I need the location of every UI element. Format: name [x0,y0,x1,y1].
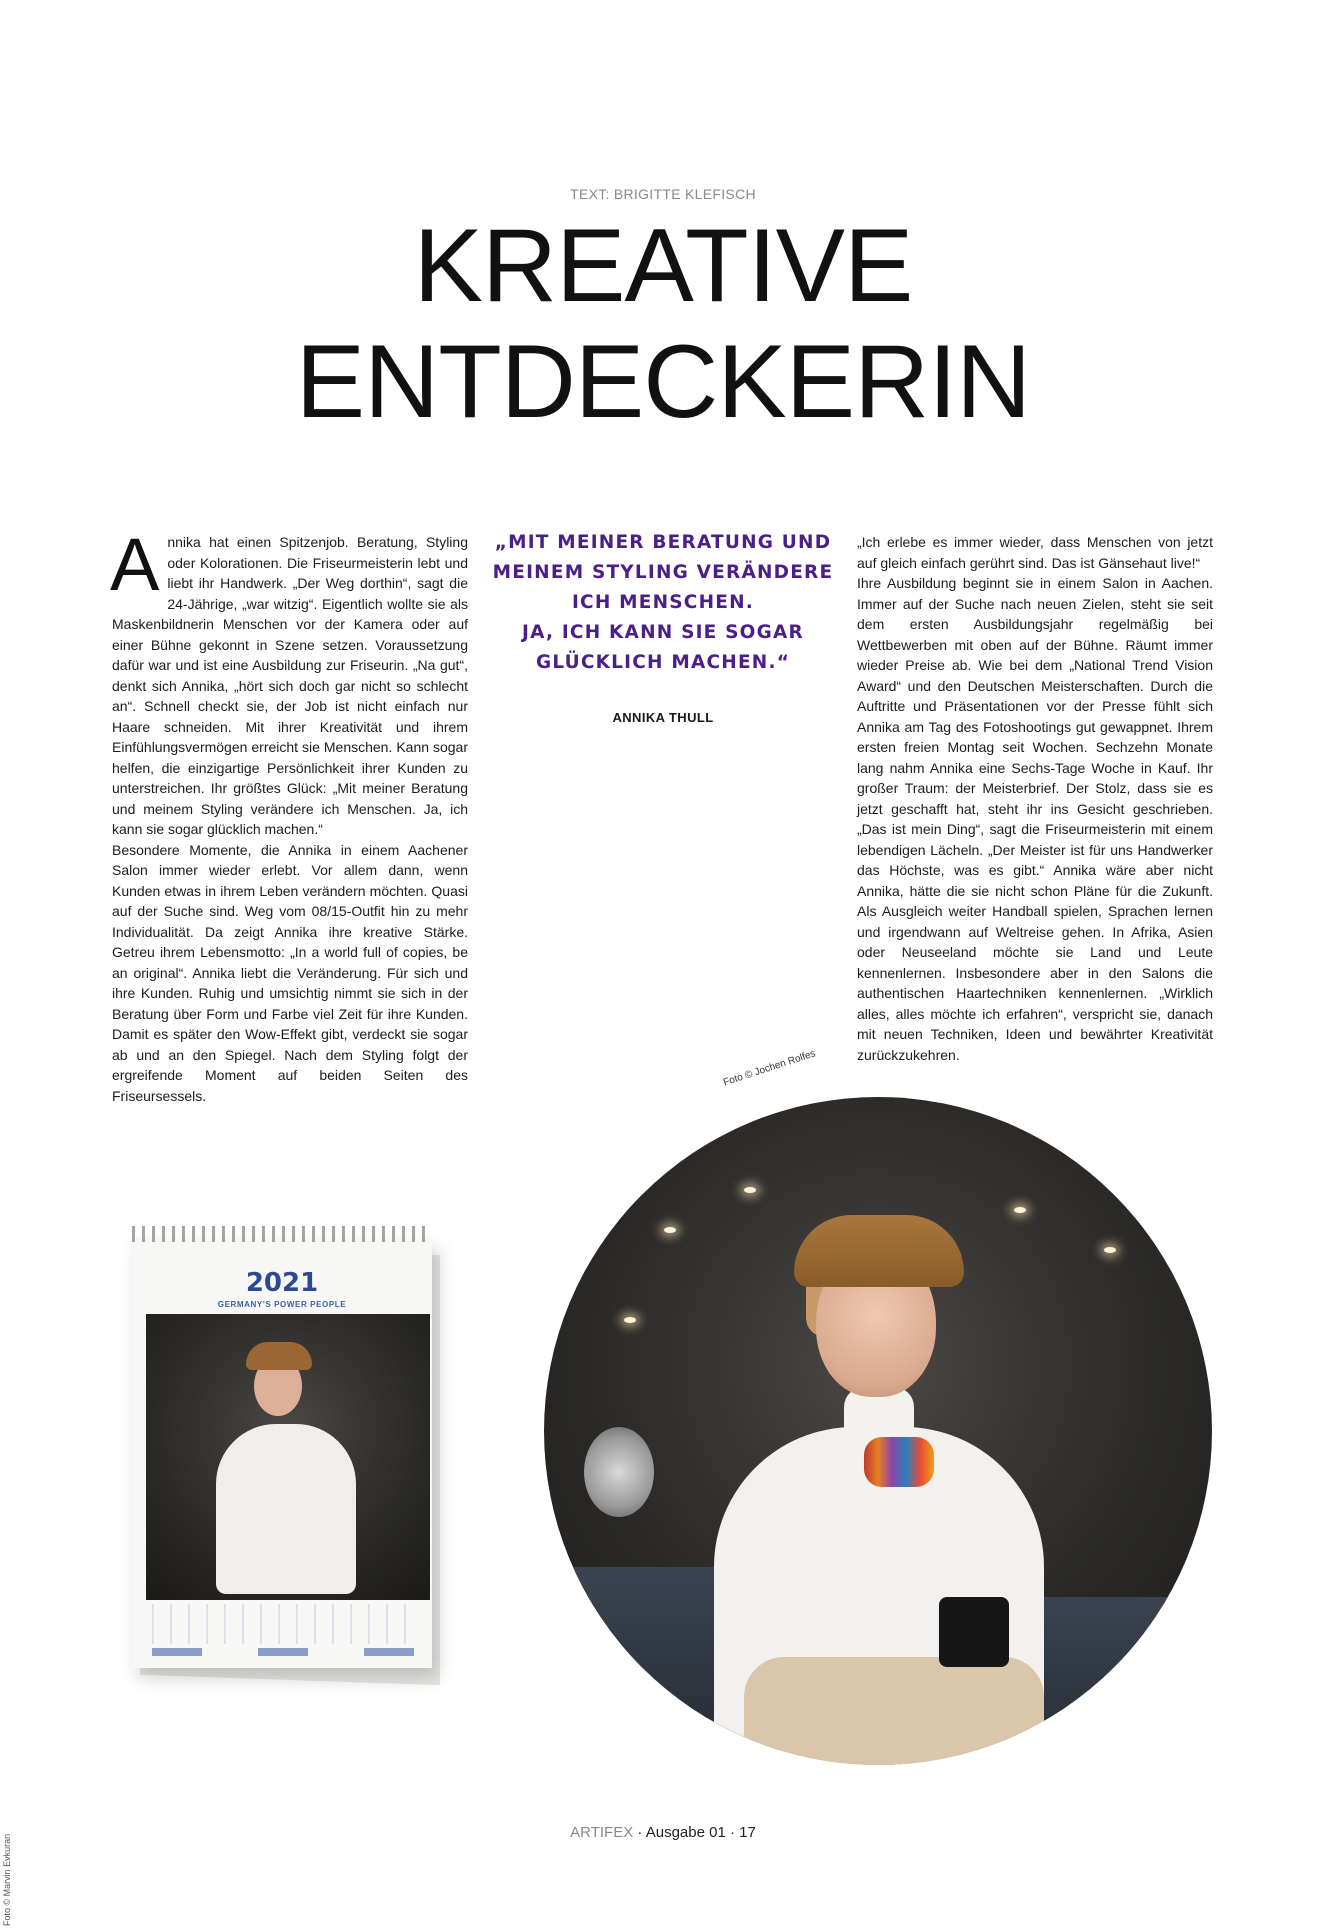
ceiling-light [1014,1207,1026,1213]
dropcap: A [110,523,160,606]
calendar-photo [146,1314,430,1600]
quote-line: MEINEM STYLING VERÄNDERE [492,562,834,583]
ceiling-light [744,1187,756,1193]
ceiling-light [1104,1247,1116,1253]
person-cap [794,1215,964,1287]
page-footer [0,1824,1326,1841]
calendar-person [216,1424,356,1594]
calendar-image [132,1238,432,1668]
portrait-photo [544,1097,1212,1765]
calendar-rings [132,1226,432,1242]
paragraph: „Ich erlebe es immer wieder, dass Menschen von jetzt auf gleich einfach gerührt sind. Das ist Gänsehaut live!“ [857,534,1213,571]
headline [0,208,1326,440]
quote-author: ANNIKA THULL [612,710,714,725]
issue: Ausgabe 01 [645,1824,726,1841]
ceiling-light [624,1317,636,1323]
publication-name: ARTIFEX [570,1824,634,1841]
paragraph: Besondere Momente, die Annika in einem Aachener Salon immer wieder erlebt. Vor allem dann, wenn Kunden etwas in ihrem Leben verändern möchten. Quasi auf der Suche sind. Weg vom 08/15-Outfit hin zu mehr Individualität. Da zeigt Annika ihre kreative Stärke. Getreu ihrem Lebensmotto: „In a world full of copies, be an original“. Annika liebt die Veränderung. Für sich und ihre Kunden. Ruhig und umsichtig nimmt sie sich in der Beratung über Form und Farbe viel Zeit für ihre Kunden. Damit es später den Wow-Effekt gibt, verdeckt sie sogar ab und an den Spiegel. Nach dem Styling folgt der ergreifende Moment auf beiden Seiten des Friseursessels. [112,841,468,1104]
paragraph: Ihre Ausbildung beginnt sie in einem Salon in Aachen. Immer auf der Suche nach neuen Zielen, steht sie seit dem ersten Ausbildungsjahr regelmäßig bei Wettbewerben mit oben auf der Bühne. Räumt immer wieder Preise ab. Wie bei dem „National Trend Vision Award“ und den Deutschen Meisterschaften. Durch die Auftritte und Präsentationen vor der Presse fühlt sich Annika am Tag des Fotoshootings gut gewappnet. Ihrem ersten freien Montag seit Wochen. Sechzehn Monate lang nahm Annika eine Sechs-Tage Woche in Kauf. Ihr großer Traum: der Meisterbrief. Der Stolz, dass sie es jetzt geschafft hat, steht ihr ins Gesicht geschrieben. „Das ist mein Ding“, sagt die Friseurmeisterin mit einem lebendigen Lächeln. „Der Meister ist für uns Handwerker das Höchste, was es gibt.“ Annika wäre aber nicht Annika, hätte die sie nicht schon Pläne für die Zukunft. Als Ausgleich weiter Handball spielen, Sprachen lernen und irgendwann auf Weltreise gehen. In Afrika, Asien oder Neuseeland möchte sie Land und Leute kennenlernen. Insbesondere aber in den Salons die authentischen Haartechniken kennenlernen. „Wirklich alles, alles möchte ich erfahren“, verspricht sie, danach mit neuen Techniken, Ideen und bewährter Kreativität zurückzukehren. [857,575,1213,1063]
separator: · [633,1824,646,1841]
headline-line-1: KREATIVE [413,208,913,324]
calendar-tagline: GERMANY'S POWER PEOPLE [217,1300,347,1309]
person-pants [744,1657,1044,1765]
quote-line: JA, ICH KANN SIE SOGAR [522,622,804,643]
calendar-grid [152,1604,414,1644]
quote-line: ICH MENSCHEN. [571,592,755,613]
left-column [110,523,468,1106]
side-photo-credit: Foto © Marvin Evkuran [2,1833,12,1926]
paragraph [110,523,468,840]
calendar-year: 2021 [245,1268,319,1298]
calendar-logos [152,1648,414,1660]
quote-line: GLÜCKLICH MACHEN.“ [535,652,791,673]
calendar-cap [246,1342,312,1370]
page-number: 17 [739,1824,756,1841]
hair-strands [864,1437,934,1487]
pull-quote [490,528,836,678]
separator: · [725,1824,740,1841]
wall-mirror [584,1427,654,1517]
photo-credit: Foto © Jochen Rolfes [722,1048,817,1089]
paragraph-text: nnika hat einen Spitzenjob. Beratung, Styling oder Kolorationen. Die Friseurmeisterin lebt und liebt ihr Handwerk. „Der Weg dorthin“, sagt die 24-Jährige, „war witzig“. Eigentlich wollte sie als Maskenbildnerin Menschen vor der Kamera oder auf einer Bühne gekonnt in Szene setzen. Voraussetzung dafür war und ist eine Ausbildung zur Friseurin. „Na gut“, denkt sich Annika, „hört sich doch gar nicht so schlecht an“. Schnell checkt sie, der Job ist nicht einfach nur Haare schneiden. Mit ihrer Kreativität und ihrem Einfühlungsvermögen erreicht sie Menschen. Kann sogar helfen, die einzigartige Persönlichkeit ihrer Kunden zu unterstreichen. Ihr größtes Glück: „Mit meiner Beratung und meinem Styling verändere ich Menschen. Ja, ich kann sie sogar glücklich machen.“ [112,534,468,837]
right-column [857,532,1213,1065]
headline-line-2: ENTDECKERIN [295,324,1031,440]
quote-line: „MIT MEINER BERATUNG UND [494,532,832,553]
ceiling-light [664,1227,676,1233]
byline: TEXT: BRIGITTE KLEFISCH [570,186,756,202]
person-bag [939,1597,1009,1667]
